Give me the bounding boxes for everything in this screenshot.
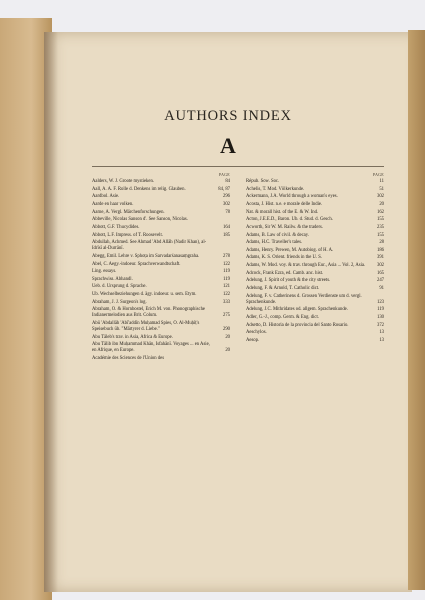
index-entry <box>92 240 230 252</box>
index-entry-page: 155 <box>376 232 384 238</box>
index-entry-text: Sprachwiss. Abhandl. <box>92 276 133 282</box>
index-entry <box>92 321 230 333</box>
page-column-header: PAGE <box>372 172 384 177</box>
index-entry <box>92 262 230 268</box>
index-entry <box>92 225 230 231</box>
index-entry-page: 302 <box>376 263 384 269</box>
index-entry-page: 13 <box>379 330 384 336</box>
index-entry-page: 155 <box>376 217 384 223</box>
index-entry <box>246 194 384 200</box>
index-entry-page: 275 <box>222 313 230 319</box>
index-entry-text: Adams, H.C. Traveller's tales. <box>246 240 303 246</box>
index-entry-page: 122 <box>222 261 230 267</box>
index-entry-text: Adler, G.-J., comp. Germ. & Eng. dict. <box>246 314 319 320</box>
index-entry <box>92 342 230 354</box>
index-entry-text: Aarne, A. Vergl. Märchenforschungen. <box>92 209 165 215</box>
index-entry <box>246 286 384 292</box>
index-entry-text: Abu Tālib ibn Muḥammad Khān, Isfahānī. Voyages ... en Asie, en Afrique, en Europe. <box>92 342 210 354</box>
index-entry-text: Achelis, T. Mod. Völkerkunde. <box>246 186 305 192</box>
index-entry-text: Abraham, O. & Hornbostel, Erich M. von. Phonographische Indianermelodien aus Brit. Colum. <box>92 307 206 319</box>
index-entry-text: Acworth, Sir W. M. Railw. & the traders. <box>246 224 324 230</box>
index-entry-page: 235 <box>376 224 384 230</box>
index-entry-page: 372 <box>376 322 384 328</box>
index-entry-text: Abdullah, Achmed. See Ahmad 'Abd Allāh (Nadir Khan), al-Idrīsī al-Durrānī. <box>92 240 207 252</box>
index-entry-text: Abraham, J. J. Surgeon's log. <box>92 299 147 305</box>
index-entry <box>92 356 230 362</box>
index-entry-page: 165 <box>376 270 384 276</box>
index-entry <box>246 225 384 231</box>
index-entry-page: 91 <box>379 286 384 292</box>
index-entry-text: Adcock, Frank Ezra, ed. Camb. anc. hist. <box>246 270 324 276</box>
page-column-header: PAGE <box>218 172 230 177</box>
index-entry-page: 186 <box>376 247 384 253</box>
index-entry <box>92 284 230 290</box>
index-entry-text: Adams, W. Mod. voy. & trav. through Eur., Asia ... Vol. 2, Asia. <box>246 263 366 269</box>
index-entry <box>246 271 384 277</box>
index-entry <box>246 330 384 336</box>
index-entry <box>246 315 384 321</box>
index-entry-text: Nat. & morall hist. of the E. & W. Ind. <box>246 209 319 215</box>
index-entry-page: 185 <box>222 232 230 238</box>
index-entry-page: 123 <box>376 299 384 305</box>
index-entry <box>92 254 230 260</box>
index-entry <box>92 292 230 298</box>
index-entry <box>246 307 384 313</box>
index-entry-text: Aall, A. A. F. Rolle d. Denkens im relig. Glauben. <box>92 186 186 192</box>
index-entry-text: Acton, J.E.E.D., Baron. Ub. d. Stud. d. Gesch. <box>246 217 333 223</box>
index-entry-text: Ackermann, J.A. World through a woman's eyes. <box>246 194 338 200</box>
index-entry-text: Abbott, G.F. Thucydides. <box>92 224 140 230</box>
index-entry-page: 11 <box>379 179 384 185</box>
index-entry <box>246 210 384 216</box>
index-entry-text: Adams, B. Law of civil. & decay. <box>246 232 309 238</box>
index-entry-page: 51 <box>379 186 384 192</box>
index-entry <box>246 179 384 185</box>
index-entry <box>246 255 384 261</box>
index-entry-text: Ueb. d. Ursprung d. Sprache. <box>92 284 147 290</box>
index-entry <box>92 179 230 185</box>
index-entry <box>246 263 384 269</box>
index-entry <box>92 307 230 319</box>
index-entry-page: 20 <box>225 334 230 340</box>
index-entry <box>92 300 230 306</box>
index-entry-page: 119 <box>223 269 230 275</box>
index-entry <box>92 187 230 193</box>
index-entry-text: Adelung, F. & Arnold, T. Catholic dict. <box>246 286 320 292</box>
index-entry <box>246 240 384 246</box>
index-entry-page: 13 <box>379 337 384 343</box>
index-title: AUTHORS INDEX <box>164 108 292 124</box>
index-entry-text: Aardbol. Asie. <box>92 194 120 200</box>
index-entry <box>246 278 384 284</box>
index-entry-page: 20 <box>379 201 384 207</box>
index-entry-page: 162 <box>376 209 384 215</box>
index-entry-text: Académie des Sciences de l'Union des <box>92 356 165 362</box>
index-entry-page: 119 <box>223 276 230 282</box>
index-entry-text: Abel, C. Aegy.-indoeur. Sprachverwandtschaft. <box>92 261 181 267</box>
index-entry-text: Adams, Henry. Prewen, M. Autobiog. of H. A. <box>246 247 334 253</box>
index-entry <box>92 210 230 216</box>
index-entry-text: Adams, K. S. Orient. friends in the U. S. <box>246 255 323 261</box>
index-entry-page: 84, 87 <box>218 186 230 192</box>
index-entry-page: 302 <box>222 201 230 207</box>
index-entry-text: Adelung, F. v. Catherinens d. Grossen Verdienste um d. vergl. Sprachenkunde. <box>246 293 362 305</box>
index-entry-text: Répub. Sow. Soc. <box>246 179 280 185</box>
index-entry-page: 121 <box>222 284 230 290</box>
index-entry-text: Abegg, Emil. Lehre v. Sphoṭa im Sarvadarśanasaṃgraha. <box>92 253 200 259</box>
index-entry <box>92 233 230 239</box>
index-entry-page: 84 <box>225 179 230 185</box>
index-entry-text: Abu Tāleb's trav. in Asia, Africa & Europe. <box>92 334 173 340</box>
index-entry-text: Abbott, L.F. Impress. of T. Roosevelt. <box>92 232 163 238</box>
index-column-right <box>246 172 384 346</box>
index-entry <box>246 294 384 306</box>
section-letter: A <box>220 133 236 158</box>
index-entry <box>246 248 384 254</box>
index-entry-text: Abbeville, Nicolas Sanson d'. See Sanson, Nicolas. <box>92 217 188 223</box>
index-entry-text: Abū 'Abdallāh 'Abī'addīn Muḥamad Spies, O. Al-Muḥīṭ's Speisebuch üb. "Märtyrer d. Liebe." <box>92 321 200 333</box>
index-entry-text: Aalders, W. J. Groote mystieken. <box>92 179 154 185</box>
index-entry-text: Acosta, J. Hist. n.e. e morale delle Indie. <box>246 201 323 207</box>
index-entry-text: Aarde en haar volken. <box>92 201 134 207</box>
index-entry <box>246 323 384 329</box>
index-entry-page: 122 <box>222 292 230 298</box>
index-entry <box>92 217 230 223</box>
index-entry-page: 296 <box>222 194 230 200</box>
index-entry-page: 20 <box>225 348 230 354</box>
section-rule <box>92 166 384 167</box>
index-entry-text: Adelung, J.C. Mithridates od. allgem. Sprachenkunde. <box>246 307 348 313</box>
index-entry-page: 28 <box>379 240 384 246</box>
index-entry-page: 78 <box>225 209 230 215</box>
index-entry-text: Aesop. <box>246 337 260 343</box>
index-entry <box>92 277 230 283</box>
index-entry-page: 119 <box>377 307 384 313</box>
index-entry-page: 290 <box>222 327 230 333</box>
index-entry <box>92 194 230 200</box>
index-entry <box>246 217 384 223</box>
index-entry-page: 391 <box>376 255 384 261</box>
index-entry-text: Ling. essays. <box>92 269 117 275</box>
index-entry-text: Aeschylos. <box>246 330 267 336</box>
index-entry-page: 247 <box>376 278 384 284</box>
index-entry-text: Adelung, J. Spirit of youth & the city streets. <box>246 278 331 284</box>
index-entry <box>246 233 384 239</box>
index-entry <box>246 187 384 193</box>
index-entry <box>246 338 384 344</box>
index-entry <box>92 202 230 208</box>
index-entry <box>92 335 230 341</box>
index-column-left <box>92 172 230 364</box>
index-entry-text: Adsetto, D. Historia de la provincia del Santo Rosario. <box>246 322 349 328</box>
index-entry-page: 278 <box>222 253 230 259</box>
index-entry-page: 302 <box>376 194 384 200</box>
index-entry-page: 130 <box>376 314 384 320</box>
index-entry <box>92 269 230 275</box>
index-entry-page: 333 <box>222 299 230 305</box>
index-entry <box>246 202 384 208</box>
index-entry-text: Ub. Wechselbeziehungen d. ägy. indoeur. u. sem. Etym. <box>92 292 197 298</box>
index-entry-page: 164 <box>222 224 230 230</box>
